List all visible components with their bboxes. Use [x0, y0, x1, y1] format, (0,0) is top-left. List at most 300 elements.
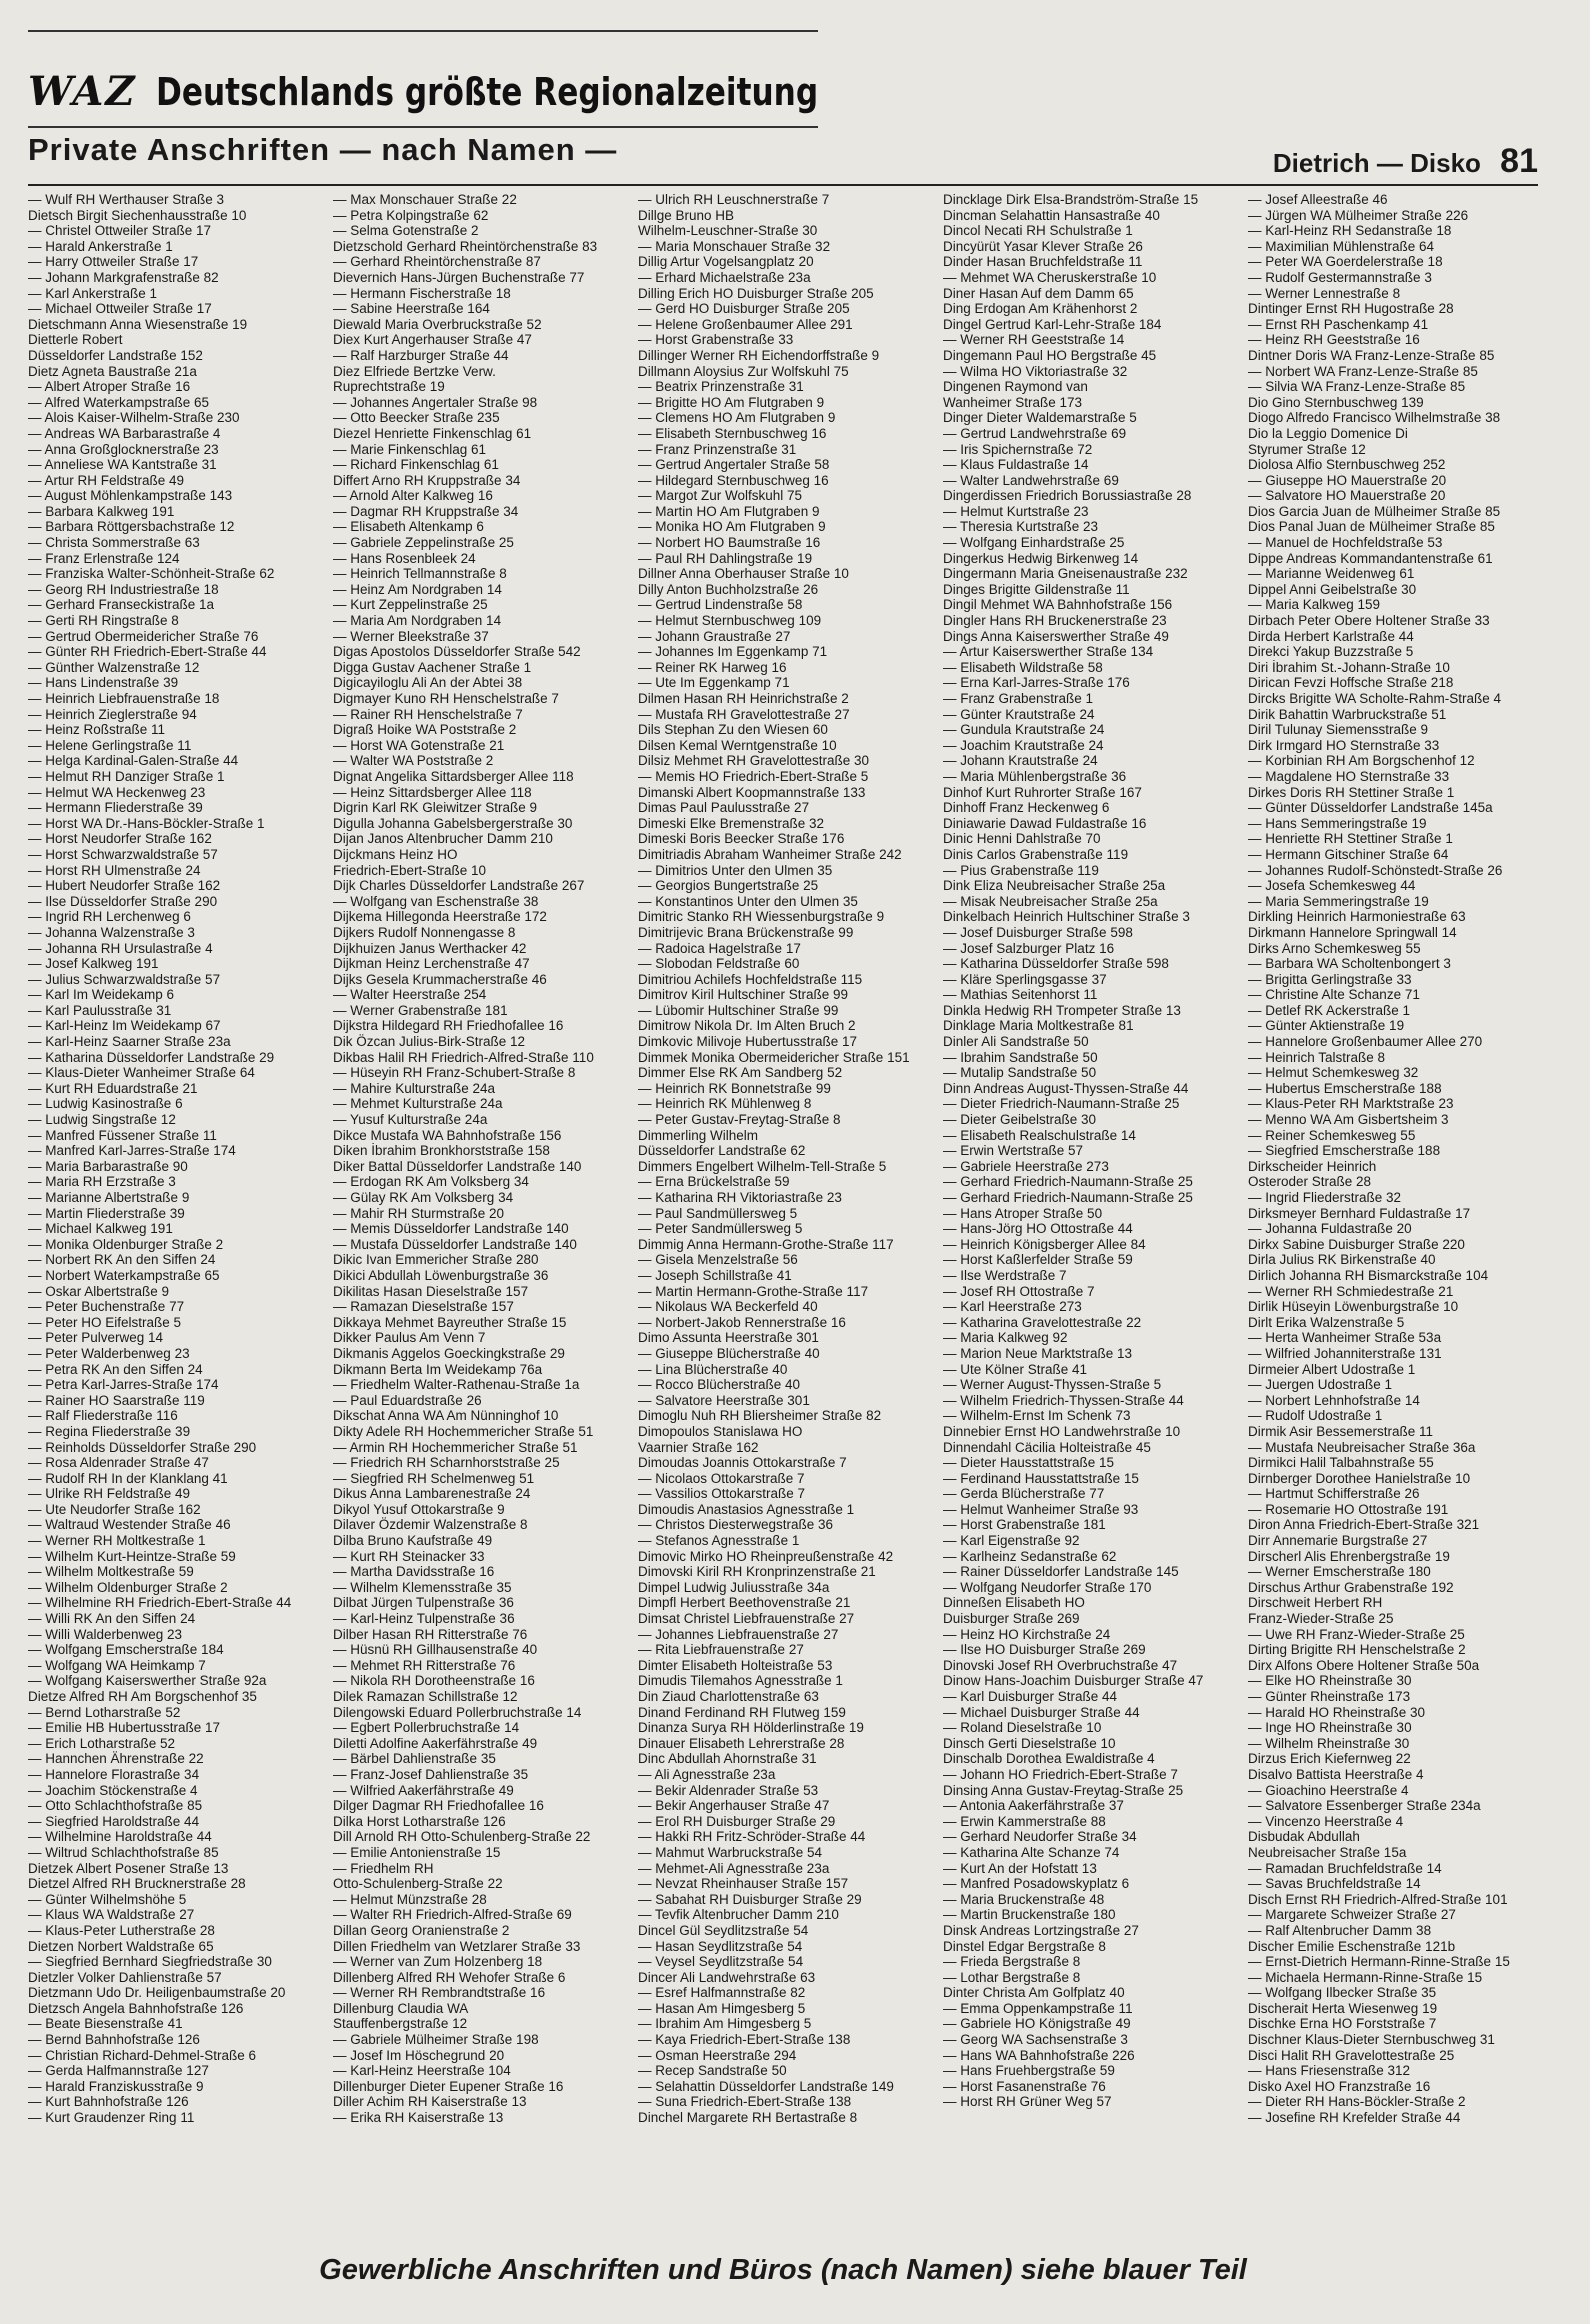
listing-entry: Dikty Adele RH Hochemmericher Straße 51 — [333, 1423, 594, 1439]
listing-entry: — Nevzat Rheinhauser Straße 157 — [638, 1876, 849, 1892]
listing-entry: — Günter Aktienstraße 19 — [1248, 1018, 1405, 1034]
listing-entry: Dilengowski Eduard Pollerbruchstraße 14 — [333, 1704, 582, 1720]
listing-entry: Dirmik Asir Bessemerstraße 11 — [1248, 1423, 1434, 1439]
listing-entry: — Josefine RH Krefelder Straße 44 — [1248, 2110, 1461, 2126]
listing-entry: — Friedrich RH Scharnhorststraße 25 — [333, 1455, 560, 1471]
listing-entry: Dimitrijevic Brana Brückenstraße 99 — [638, 924, 854, 940]
listing-entry: Dio la Leggio Domenice Di — [1248, 425, 1408, 441]
listing-entry: — Siegfried Haroldstraße 44 — [28, 1813, 200, 1829]
listing-entry: — Ernst RH Paschenkamp 41 — [1248, 316, 1429, 332]
listing-entry: — Elke HO Rheinstraße 30 — [1248, 1673, 1412, 1689]
masthead-tagline: Deutschlands größte Regionalzeitung — [156, 70, 819, 114]
listing-entry: Dijkman Heinz Lerchenstraße 47 — [333, 956, 530, 972]
listing-entry: Dimoudas Joannis Ottokarstraße 7 — [638, 1455, 847, 1471]
listing-entry: — Wolfgang Neudorfer Straße 170 — [943, 1579, 1152, 1595]
listing-entry: — Heinrich RK Bonnetstraße 99 — [638, 1080, 831, 1096]
listing-entry: — Emilie HB Hubertusstraße 17 — [28, 1720, 221, 1736]
listing-entry: — Josef Kalkweg 191 — [28, 956, 159, 972]
listing-entry: — Artur RH Feldstraße 49 — [28, 472, 185, 488]
listing-entry: — Osman Heerstraße 294 — [638, 2047, 797, 2063]
listing-entry: — Mustafa Neubreisacher Straße 36a — [1248, 1439, 1476, 1455]
listing-entry: Diogo Alfredo Francisco Wilhelmstraße 38 — [1248, 410, 1501, 426]
listing-entry: — Werner Emscherstraße 180 — [1248, 1564, 1431, 1580]
listing-entry: — Memis Düsseldorfer Landstraße 140 — [333, 1221, 569, 1237]
listing-entry: Dirbach Peter Obere Holtener Straße 33 — [1248, 613, 1490, 629]
listing-entry: — Günter Düsseldorfer Landstraße 145a — [1248, 800, 1493, 816]
listing-entry: Diri İbrahim St.-Johann-Straße 10 — [1248, 659, 1450, 675]
listing-entry: Dijkers Rudolf Nonnengasse 8 — [333, 924, 516, 940]
listing-entry: — Menno WA Am Gisbertsheim 3 — [1248, 1112, 1449, 1128]
listing-entry: Dink Eliza Neubreisacher Straße 25a — [943, 878, 1166, 894]
listing-entry: — Gabriele HO Königstraße 49 — [943, 2016, 1131, 2032]
listing-entry: Dillner Anna Oberhauser Straße 10 — [638, 566, 849, 582]
listing-entry: — Werner Bleekstraße 37 — [333, 628, 489, 644]
listing-entry: — Maria Mühlenbergstraße 36 — [943, 768, 1127, 784]
listing-entry: — Manuel de Hochfeldstraße 53 — [1248, 535, 1443, 551]
listing-entry: — Hans Rosenbleek 24 — [333, 550, 476, 566]
listing-entry: — Waltraud Westender Straße 46 — [28, 1517, 231, 1533]
listing-entry: — Manfred Karl-Jarres-Straße 174 — [28, 1143, 236, 1159]
listing-entry: — Julius Schwarzwaldstraße 57 — [28, 971, 221, 987]
listing-entry: Dirting Brigitte RH Henschelstraße 2 — [1248, 1642, 1466, 1658]
listing-entry: — Martin Fliederstraße 39 — [28, 1205, 185, 1221]
listing-entry: — Dieter Hausstattstraße 15 — [943, 1455, 1115, 1471]
listing-entry: Dilly Anton Buchholzstraße 26 — [638, 581, 819, 597]
listing-entry: — Hans Lindenstraße 39 — [28, 675, 179, 691]
listing-entry: Diez Elfriede Bertzke Verw. — [333, 363, 496, 379]
listing-entry: Dietzschold Gerhard Rheintörchenstraße 83 — [333, 238, 598, 254]
listing-entry: Diner Hasan Auf dem Damm 65 — [943, 285, 1134, 301]
listing-entry: Dimter Elisabeth Holteistraße 53 — [638, 1657, 833, 1673]
listing-entry: Digmayer Kuno RH Henschelstraße 7 — [333, 691, 559, 706]
listing-entry: Dingerkus Hedwig Birkenweg 14 — [943, 550, 1139, 566]
listing-entry: Dinsch Gerti Dieselstraße 10 — [943, 1735, 1116, 1751]
listing-entry: — Helga Kardinal-Galen-Straße 44 — [28, 753, 239, 769]
column-3 — [638, 192, 938, 2182]
listing-entry: — Harald Ankerstraße 1 — [28, 238, 173, 254]
listing-entry: — Wulf RH Werthauser Straße 3 — [28, 192, 225, 207]
listing-entry: — Peter Walderbenweg 23 — [28, 1345, 190, 1361]
listing-entry: Dimeski Boris Beecker Straße 176 — [638, 831, 845, 847]
listing-entry: Dimmers Engelbert Wilhelm-Tell-Straße 5 — [638, 1158, 887, 1174]
listing-entry: — Hubertus Emscherstraße 188 — [1248, 1080, 1442, 1096]
listing-entry: — Mahmut Warbruckstraße 54 — [638, 1844, 823, 1860]
listing-entry: Disci Halit RH Gravelottestraße 25 — [1248, 2047, 1455, 2063]
listing-entry: Düsseldorfer Landstraße 62 — [638, 1143, 806, 1159]
listing-entry: — Wilfried Johanniterstraße 131 — [1248, 1345, 1442, 1361]
listing-entry: Dilger Dagmar RH Friedhofallee 16 — [333, 1798, 544, 1814]
listing-entry: — Helmut Münzstraße 28 — [333, 1891, 487, 1907]
listing-entry: — August Möhlenkampstraße 143 — [28, 488, 233, 504]
listing-entry: Dietterle Robert — [28, 332, 123, 348]
listing-entry: Dimmek Monika Obermeidericher Straße 151 — [638, 1049, 910, 1065]
listing-entry: Dintner Doris WA Franz-Lenze-Straße 85 — [1248, 347, 1495, 363]
listing-entry: — Werner Grabenstraße 181 — [333, 1002, 508, 1018]
listing-entry: — Selma Gotenstraße 2 — [333, 223, 479, 239]
listing-entry: — Johann Graustraße 27 — [638, 628, 791, 644]
listing-entry: Dincman Selahattin Hansastraße 40 — [943, 207, 1160, 223]
listing-entry: — Sabine Heerstraße 164 — [333, 301, 490, 317]
listing-entry: — Hans Semmeringstraße 19 — [1248, 815, 1427, 831]
column-1 — [28, 192, 328, 2182]
listing-entry: — Dieter Friedrich-Naumann-Straße 25 — [943, 1096, 1180, 1112]
listing-entry: — Gerda Halfmannstraße 127 — [28, 2063, 209, 2079]
listing-entry: Dillenburg Claudia WA — [333, 2000, 469, 2016]
waz-logo: WAZ — [28, 68, 137, 115]
listing-entry: — Siegfried RH Schelmenweg 51 — [333, 1470, 535, 1486]
listing-entry: — Regina Fliederstraße 39 — [28, 1423, 191, 1439]
listing-entry: — Katharina Gravelottestraße 22 — [943, 1314, 1142, 1330]
listing-entry: — Paul RH Dahlingstraße 19 — [638, 550, 813, 566]
listing-entry: — Hartmut Schifferstraße 26 — [1248, 1486, 1420, 1502]
listing-entry: — Johannes Angertaler Straße 98 — [333, 394, 538, 410]
listing-entry: Dinkla Hedwig RH Trompeter Straße 13 — [943, 1002, 1181, 1018]
listing-entry: Dimovski Kiril RH Kronprinzenstraße 21 — [638, 1564, 876, 1580]
listing-entry: — Arnold Alter Kalkweg 16 — [333, 488, 493, 504]
listing-entry: — Joseph Schillstraße 41 — [638, 1267, 792, 1283]
listing-entry: — Erwin Kammerstraße 88 — [943, 1813, 1106, 1829]
listing-entry: — Gertrud Angertaler Straße 58 — [638, 457, 830, 473]
listing-entry: — Peter Sandmüllersweg 5 — [638, 1221, 803, 1237]
listing-entry: Dils Stephan Zu den Wiesen 60 — [638, 722, 828, 738]
listing-entry: Dinauer Elisabeth Lehrerstraße 28 — [638, 1735, 845, 1751]
listing-entry: Dios Garcia Juan de Mülheimer Straße 85 — [1248, 503, 1501, 519]
listing-entry: Dietzler Volker Dahlienstraße 57 — [28, 1969, 222, 1985]
listing-entry: — Ferdinand Hausstattstraße 15 — [943, 1470, 1139, 1486]
listing-entry: — Ibrahim Sandstraße 50 — [943, 1049, 1098, 1065]
listing-entry: — Heinrich Zieglerstraße 94 — [28, 706, 197, 722]
listing-entry: — Hüseyin RH Franz-Schubert-Straße 8 — [333, 1065, 576, 1081]
listing-entry: — Norbert Lehnhofstraße 14 — [1248, 1392, 1420, 1408]
listing-entry: — Werner RH Schmiedestraße 21 — [1248, 1283, 1454, 1299]
listing-entry: Dimsat Christel Liebfrauenstraße 27 — [638, 1611, 855, 1627]
listing-entry: Dilsen Kemal Werntgenstraße 10 — [638, 737, 837, 753]
listing-entry: — Ludwig Singstraße 12 — [28, 1112, 176, 1128]
listing-entry: Dimitric Stanko RH Wiessenburgstraße 9 — [638, 909, 885, 925]
listing-entry: — Karl-Heinz Tulpenstraße 36 — [333, 1611, 515, 1627]
listing-entry: — Johannes Liebfrauenstraße 27 — [638, 1626, 839, 1642]
listing-entry: Dik Özcan Julius-Birk-Straße 12 — [333, 1034, 526, 1050]
listing-entry: Dirda Herbert Karlstraße 44 — [1248, 628, 1414, 644]
listing-entry: — Günter Wilhelmshöhe 5 — [28, 1891, 187, 1907]
listing-entry: — Rosa Aldenrader Straße 47 — [28, 1455, 209, 1471]
listing-entry: — Korbinian RH Am Borgschenhof 12 — [1248, 753, 1475, 769]
listing-entry: — Bärbel Dahlienstraße 35 — [333, 1751, 496, 1767]
page-number: 81 — [1500, 142, 1538, 180]
listing-entry: — Heinrich Tellmannstraße 8 — [333, 566, 507, 582]
listing-entry: — Michaela Hermann-Rinne-Straße 15 — [1248, 1969, 1483, 1985]
listing-entry: — Maria Barbarastraße 90 — [28, 1158, 188, 1174]
listing-entry: — Hermann Gitschiner Straße 64 — [1248, 846, 1449, 862]
listing-entry: Discher Emilie Eschenstraße 121b — [1248, 1938, 1456, 1954]
listing-entry: — Josefa Schemkesweg 44 — [1248, 878, 1416, 894]
listing-entry: Dillmann Aloysius Zur Wolfskuhl 75 — [638, 363, 849, 379]
listing-entry: — Norbert-Jakob Rennerstraße 16 — [638, 1314, 846, 1330]
listing-entry: — Gabriele Zeppelinstraße 25 — [333, 535, 514, 551]
listing-entry: Dirr Annemarie Burgstraße 27 — [1248, 1533, 1428, 1549]
listing-entry: Dings Anna Kaiserswerther Straße 49 — [943, 628, 1169, 644]
listing-entry: — Helmut Sternbuschweg 109 — [638, 613, 822, 629]
listing-entry: Dirschus Arthur Grabenstraße 192 — [1248, 1579, 1454, 1595]
listing-entry: — Karl Heerstraße 273 — [943, 1299, 1082, 1315]
listing-entry: — Mehmet RH Ritterstraße 76 — [333, 1657, 516, 1673]
listing-entry: — Hans Atroper Straße 50 — [943, 1205, 1103, 1221]
listing-entry: Dillenburger Dieter Eupener Straße 16 — [333, 2078, 564, 2094]
listing-entry: Franz-Wieder-Straße 25 — [1248, 1611, 1394, 1627]
listing-entry: Dilbat Jürgen Tulpenstraße 36 — [333, 1595, 514, 1611]
listing-entry: Digulla Johanna Gabelsbergerstraße 30 — [333, 815, 573, 831]
listing-entry: — Uwe RH Franz-Wieder-Straße 25 — [1248, 1626, 1465, 1642]
listing-entry: — Rudolf RH In der Klanklang 41 — [28, 1470, 228, 1486]
listing-entry: — Marie Finkenschlag 61 — [333, 441, 487, 457]
listing-entry: Dinow Hans-Joachim Duisburger Straße 47 — [943, 1673, 1204, 1689]
listing-entry: — Salvatore HO Mauerstraße 20 — [1248, 488, 1446, 504]
listing-entry: — Ralf Fliederstraße 116 — [28, 1408, 178, 1424]
listing-entry: — Hüsnü RH Gillhausenstraße 40 — [333, 1642, 538, 1658]
listing-entry: Dijan Janos Altenbrucher Damm 210 — [333, 831, 553, 847]
listing-entry: — Ute Kölner Straße 41 — [943, 1361, 1088, 1377]
listing-entry: — Maria Bruckenstraße 48 — [943, 1891, 1105, 1907]
listing-entry: — Erhard Michaelstraße 23a — [638, 269, 811, 285]
listing-entry: Disbudak Abdullah — [1248, 1829, 1360, 1845]
listing-entry: Dillig Artur Vogelsangplatz 20 — [638, 254, 814, 270]
listing-entry: — Karl Eigenstraße 92 — [943, 1533, 1080, 1549]
listing-entry: Dintinger Ernst RH Hugostraße 28 — [1248, 301, 1454, 317]
listing-entry: Dincyürüt Yasar Klever Straße 26 — [943, 238, 1143, 254]
listing-entry: Dirkes Doris RH Stettiner Straße 1 — [1248, 784, 1455, 800]
listing-entry: Diril Tulunay Siemensstraße 9 — [1248, 722, 1429, 738]
listing-entry: — Wolfgang WA Heimkamp 7 — [28, 1657, 206, 1673]
listing-entry: Dinkelbach Heinrich Hultschiner Straße 3 — [943, 909, 1190, 925]
listing-entry: Dirx Alfons Obere Holtener Straße 50a — [1248, 1657, 1480, 1673]
listing-entry: — Michael Ottweiler Straße 17 — [28, 301, 212, 317]
listing-entry: — Harald Franziskusstraße 9 — [28, 2078, 204, 2094]
listing-entry: Dirik Bahattin Warbruckstraße 51 — [1248, 706, 1447, 722]
listing-entry: — Günter Rheinstraße 173 — [1248, 1689, 1411, 1704]
listing-entry: — Misak Neubreisacher Straße 25a — [943, 893, 1158, 909]
listing-entry: — Johanna Fuldastraße 20 — [1248, 1221, 1412, 1237]
listing-entry: — Reinholds Düsseldorfer Straße 290 — [28, 1439, 257, 1455]
listing-entry: Digraß Hoike WA Poststraße 2 — [333, 722, 517, 738]
listing-entry: — Peter Buchenstraße 77 — [28, 1299, 185, 1315]
listing-entry: — Maria RH Erzstraße 3 — [28, 1174, 176, 1190]
listing-entry: Dimeski Elke Bremenstraße 32 — [638, 815, 825, 831]
listing-entry: — Heinrich RK Mühlenweg 8 — [638, 1096, 812, 1112]
listing-entry: Dikyol Yusuf Ottokarstraße 9 — [333, 1501, 505, 1517]
listing-entry: — Lothar Bergstraße 8 — [943, 1969, 1081, 1985]
listing-entry: — Ute Im Eggenkamp 71 — [638, 675, 790, 691]
listing-entry: — Johann Krautstraße 24 — [943, 753, 1098, 769]
page-range-header — [1273, 142, 1538, 181]
listing-entry: Dios Panal Juan de Mülheimer Straße 85 — [1248, 519, 1495, 535]
listing-entry: Dimudis Tilemahos Agnesstraße 1 — [638, 1673, 843, 1689]
listing-entry: — Franz Erlenstraße 124 — [28, 550, 180, 566]
listing-entry: Dilsiz Mehmet RH Gravelottestraße 30 — [638, 753, 870, 769]
listing-entry: Dincklage Dirk Elsa-Brandström-Straße 15 — [943, 192, 1199, 207]
listing-entry: Dirlik Hüseyin Löwenburgstraße 10 — [1248, 1299, 1459, 1315]
listing-entry: — Elisabeth Sternbuschweg 16 — [638, 425, 827, 441]
listing-entry: — Wilhelm Friedrich-Thyssen-Straße 44 — [943, 1392, 1184, 1408]
listing-entry: — Klaus WA Waldstraße 27 — [28, 1907, 195, 1923]
listing-entry: — Rainer Düsseldorfer Landstraße 145 — [943, 1564, 1179, 1580]
listing-entry: — Erika RH Kaiserstraße 13 — [333, 2110, 504, 2126]
listing-entry: — Klaus-Dieter Wanheimer Straße 64 — [28, 1065, 255, 1081]
listing-entry: Dirican Fevzi Hoffsche Straße 218 — [1248, 675, 1454, 691]
listing-entry: Düsseldorfer Landstraße 152 — [28, 347, 203, 363]
listing-entry: — Ingrid Fliederstraße 32 — [1248, 1190, 1402, 1205]
listing-entry: Dimovic Mirko HO Rheinpreußenstraße 42 — [638, 1548, 894, 1564]
listing-entry: — Salvatore Heerstraße 301 — [638, 1392, 810, 1408]
listing-entry: — Elisabeth Realschulstraße 14 — [943, 1127, 1136, 1143]
listing-entry: Dinand Ferdinand RH Flutweg 159 — [638, 1704, 846, 1720]
column-4 — [943, 192, 1243, 2182]
listing-entry: — Heinrich Liebfrauenstraße 18 — [28, 691, 220, 706]
listing-entry: — Willi RK An den Siffen 24 — [28, 1611, 196, 1627]
listing-entry: Dilber Hasan RH Ritterstraße 76 — [333, 1626, 528, 1642]
listing-entry: — Bernd Bahnhofstraße 126 — [28, 2032, 200, 2048]
listing-entry: — Gertrud Lindenstraße 58 — [638, 597, 803, 613]
masthead-rule — [28, 126, 818, 128]
listing-entry: Dingenen Raymond van — [943, 379, 1088, 395]
listing-entry: — Horst Kaßlerfelder Straße 59 — [943, 1252, 1133, 1268]
listing-entry: — Martin HO Am Flutgraben 9 — [638, 503, 820, 519]
listing-entry: — Ilse HO Duisburger Straße 269 — [943, 1642, 1146, 1658]
listing-entry: — Maria Semmeringstraße 19 — [1248, 893, 1429, 909]
listing-entry: Dirlt Erika Walzenstraße 5 — [1248, 1314, 1405, 1330]
listing-entry: — Henriette RH Stettiner Straße 1 — [1248, 831, 1453, 847]
listing-entry: — Karl-Heinz RH Sedanstraße 18 — [1248, 223, 1452, 239]
listing-entry: — Marion Neue Marktstraße 13 — [943, 1345, 1133, 1361]
listing-entry: — Erna Karl-Jarres-Straße 176 — [943, 675, 1130, 691]
listing-entry: Neubreisacher Straße 15a — [1248, 1844, 1407, 1860]
listing-entry: Dillan Georg Oranienstraße 2 — [333, 1922, 510, 1938]
listing-entry: Dikkaya Mehmet Bayreuther Straße 15 — [333, 1314, 567, 1330]
listing-entry: — Dieter RH Hans-Böckler-Straße 2 — [1248, 2094, 1466, 2110]
listing-entry: — Hermann Fliederstraße 39 — [28, 800, 203, 816]
listing-entry: — Gerhard Friedrich-Naumann-Straße 25 — [943, 1174, 1193, 1190]
listing-entry: Dietschmann Anna Wiesenstraße 19 — [28, 316, 248, 332]
listing-entry: — Werner Lennestraße 8 — [1248, 285, 1401, 301]
listing-entry: — Bernd Lotharstraße 52 — [28, 1704, 181, 1720]
listing-entry: — Otto Beecker Straße 235 — [333, 410, 500, 426]
listing-entry: — Mustafa Düsseldorfer Landstraße 140 — [333, 1236, 577, 1252]
listing-columns — [28, 192, 1538, 2182]
listing-entry: — Friedhelm Walter-Rathenau-Straße 1a — [333, 1377, 580, 1393]
listing-entry: Dippe Andreas Kommandantenstraße 61 — [1248, 550, 1493, 566]
listing-entry: — Wiltrud Schlachthofstraße 85 — [28, 1844, 219, 1860]
listing-entry: — Helene Gerlingstraße 11 — [28, 737, 192, 753]
listing-entry: — Dagmar RH Kruppstraße 34 — [333, 503, 519, 519]
listing-entry: — Gertrud Landwehrstraße 69 — [943, 425, 1127, 441]
listing-entry: — Günther Walzenstraße 12 — [28, 659, 200, 675]
listing-entry: Dinis Carlos Grabenstraße 119 — [943, 846, 1129, 862]
listing-entry: — Heinrich Königsberger Allee 84 — [943, 1236, 1146, 1252]
listing-entry: — Peter Pulverweg 14 — [28, 1330, 164, 1346]
listing-entry: — Maria Kalkweg 159 — [1248, 597, 1381, 613]
listing-entry: — Ramadan Bruchfeldstraße 14 — [1248, 1860, 1442, 1876]
listing-entry: Dinges Brigitte Gildenstraße 11 — [943, 581, 1130, 597]
listing-entry: — Heinz Sittardsberger Allee 118 — [333, 784, 532, 800]
listing-entry: Dillinger Werner RH Eichendorffstraße 9 — [638, 347, 880, 363]
listing-entry: Dijkhuizen Janus Werthacker 42 — [333, 940, 527, 956]
listing-entry: — Johann Markgrafenstraße 82 — [28, 269, 219, 285]
listing-entry: — Emilie Antonienstraße 15 — [333, 1844, 501, 1860]
listing-entry: — Erna Brückelstraße 59 — [638, 1174, 790, 1190]
listing-entry: Ding Erdogan Am Krähenhorst 2 — [943, 301, 1138, 317]
listing-entry: — Savas Bruchfeldstraße 14 — [1248, 1876, 1421, 1892]
listing-entry: — Wolfgang Kaiserswerther Straße 92a — [28, 1673, 267, 1689]
listing-entry: Dimpfl Herbert Beethovenstraße 21 — [638, 1595, 851, 1611]
listing-entry: — Maria Monschauer Straße 32 — [638, 238, 831, 254]
listing-entry: — Lübomir Hultschiner Straße 99 — [638, 1002, 839, 1018]
listing-entry: — Ralf Harzburger Straße 44 — [333, 347, 509, 363]
listing-entry: Diolosa Alfio Sternbuschweg 252 — [1248, 457, 1446, 473]
listing-entry: — Pius Grabenstraße 119 — [943, 862, 1099, 878]
listing-entry: — Max Monschauer Straße 22 — [333, 192, 517, 207]
listing-entry: — Rosemarie HO Ottostraße 191 — [1248, 1501, 1449, 1517]
listing-entry: — Maria Kalkweg 92 — [943, 1330, 1068, 1346]
listing-entry: — Roland Dieselstraße 10 — [943, 1720, 1102, 1736]
listing-entry: — Horst RH Ulmenstraße 24 — [28, 862, 201, 878]
listing-entry: — Richard Finkenschlag 61 — [333, 457, 499, 473]
listing-entry: — Katharina Düsseldorfer Landstraße 29 — [28, 1049, 275, 1065]
listing-entry: — Martin Hermann-Grothe-Straße 117 — [638, 1283, 869, 1299]
listing-entry: — Gerhard Rheintörchenstraße 87 — [333, 254, 541, 270]
listing-entry: — Alfred Waterkampstraße 65 — [28, 394, 210, 410]
listing-entry: — Mustafa RH Gravelottestraße 27 — [638, 706, 850, 722]
listing-entry: Dinanza Surya RH Hölderlinstraße 19 — [638, 1720, 864, 1736]
listing-entry: — Oskar Albertstraße 9 — [28, 1283, 170, 1299]
listing-entry: — Christel Ottweiler Straße 17 — [28, 223, 212, 239]
listing-entry: Digicayiloglu Ali An der Abtei 38 — [333, 675, 523, 691]
listing-entry: Dimitrov Kiril Hultschiner Straße 99 — [638, 987, 849, 1003]
listing-entry: Dinder Hasan Bruchfeldstraße 11 — [943, 254, 1143, 270]
listing-entry: Discherait Herta Wiesenweg 19 — [1248, 2000, 1438, 2016]
listing-entry: — Hubert Neudorfer Straße 162 — [28, 878, 221, 894]
listing-entry: Din Ziaud Charlottenstraße 63 — [638, 1689, 819, 1704]
listing-entry: Dingermann Maria Gneisenaustraße 232 — [943, 566, 1188, 582]
listing-entry: — Ernst-Dietrich Hermann-Rinne-Straße 15 — [1248, 1954, 1510, 1970]
listing-entry: — Karl Paulusstraße 31 — [28, 1002, 172, 1018]
listing-entry: — Ali Agnesstraße 23a — [638, 1766, 776, 1782]
listing-entry: — Karl Ankerstraße 1 — [28, 285, 158, 301]
masthead — [28, 24, 1538, 186]
listing-entry: Digas Apostolos Düsseldorfer Straße 542 — [333, 644, 581, 660]
listing-entry: — Wilfried Aakerfährstraße 49 — [333, 1782, 514, 1798]
listing-entry: — Wolfgang van Eschenstraße 38 — [333, 893, 539, 909]
listing-entry: Dimitriadis Abraham Wanheimer Straße 242 — [638, 846, 902, 862]
listing-entry: — Gertrud Obermeidericher Straße 76 — [28, 628, 259, 644]
listing-entry: — Josef Salzburger Platz 16 — [943, 940, 1115, 956]
listing-entry: — Hans-Jörg HO Ottostraße 44 — [943, 1221, 1133, 1237]
listing-entry: Dignat Angelika Sittardsberger Allee 118 — [333, 768, 574, 784]
listing-entry: Dillen Friedhelm van Wetzlarer Straße 33 — [333, 1938, 581, 1954]
listing-entry: — Willi Walderbenweg 23 — [28, 1626, 183, 1642]
listing-entry: — Paul Sandmüllersweg 5 — [638, 1205, 798, 1221]
listing-entry: — Martin Bruckenstraße 180 — [943, 1907, 1116, 1923]
listing-entry: Dilmen Hasan RH Heinrichstraße 2 — [638, 691, 849, 706]
listing-entry: Dirkx Sabine Duisburger Straße 220 — [1248, 1236, 1465, 1252]
listing-entry: — Wilhelm Oldenburger Straße 2 — [28, 1579, 228, 1595]
listing-entry: — Andreas WA Barbarastraße 4 — [28, 425, 221, 441]
listing-entry: Dietzmann Udo Dr. Heiligenbaumstraße 20 — [28, 1985, 286, 2001]
listing-entry: — Margarete Schweizer Straße 27 — [1248, 1907, 1456, 1923]
listing-entry: — Wilhelm Klemensstraße 35 — [333, 1579, 512, 1595]
listing-entry: — Norbert WA Franz-Lenze-Straße 85 — [1248, 363, 1478, 379]
listing-entry: — Ulrike RH Feldstraße 49 — [28, 1486, 191, 1502]
listing-entry: — Juergen Udostraße 1 — [1248, 1377, 1393, 1393]
listing-entry: — Alois Kaiser-Wilhelm-Straße 230 — [28, 410, 240, 426]
